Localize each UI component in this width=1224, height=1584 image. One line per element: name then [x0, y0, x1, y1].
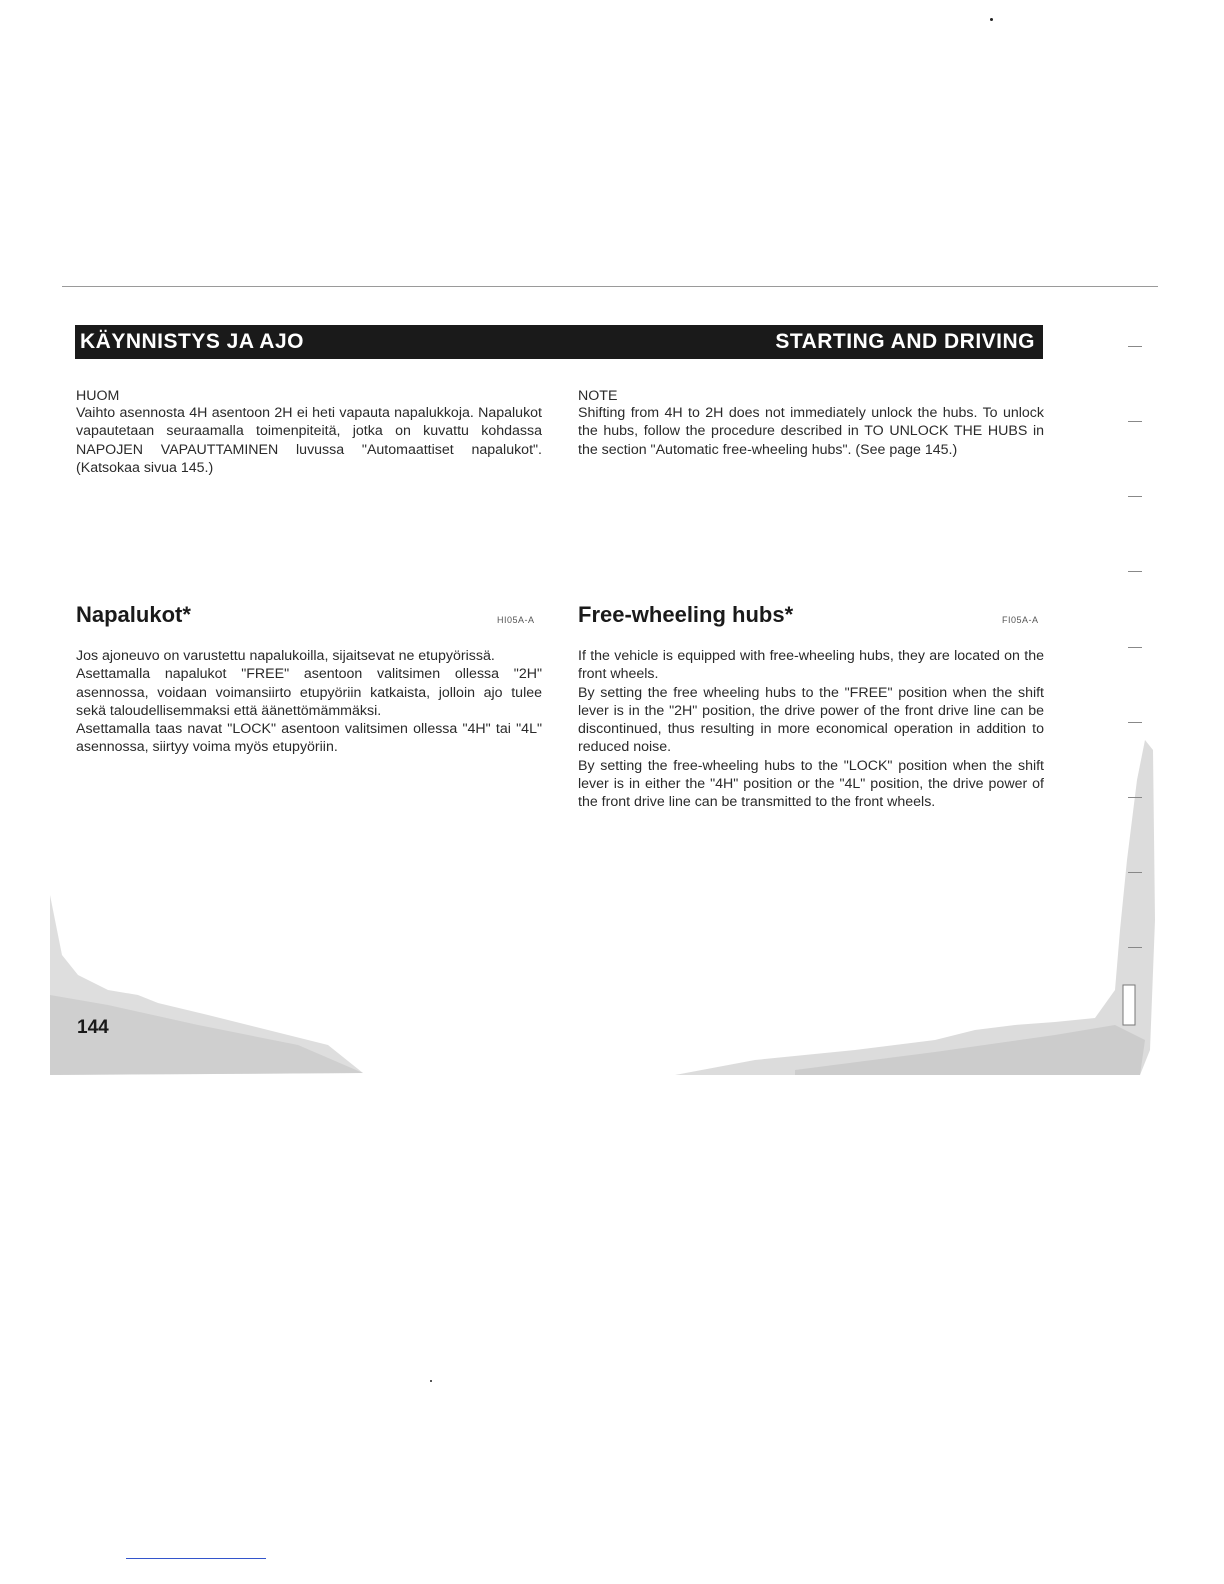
section-title-finnish: Napalukot* [76, 602, 191, 627]
section-code-english: FI05A-A [1002, 615, 1039, 625]
note-text-english [578, 404, 1044, 459]
scan-speck [430, 1380, 432, 1382]
note-paragraph: Vaihto asennosta 4H asentoon 2H ei heti vapauta napalukkoja. Napalukot vapautetaan seuraamalla toimenpiteitä, jotka on kuvattu kohdassa NAPOJEN VAPAUTTAMINEN luvussa "Automaattiset napalukot". (Katsokaa sivua 145.) [76, 405, 542, 476]
note-label-finnish: HUOM [76, 388, 120, 404]
paragraph: Asettamalla taas navat "LOCK" asentoon valitsimen ollessa "4H" tai "4L" asennossa, siirtyy voima myös etupyöriin. [76, 721, 542, 756]
footer-underline [126, 1558, 266, 1559]
margin-tab-mark [1128, 346, 1142, 347]
margin-tab-mark [1128, 947, 1142, 948]
margin-tab-mark [1128, 722, 1142, 723]
margin-tab-mark [1128, 872, 1142, 873]
note-paragraph: Shifting from 4H to 2H does not immediately unlock the hubs. To unlock the hubs, follow the procedure described in TO UNLOCK THE HUBS in the section "Automatic free-wheeling hubs". (See page 145.) [578, 405, 1044, 458]
chapter-header-bar [75, 325, 1043, 359]
paragraph: By setting the free wheeling hubs to the "FREE" position when the shift lever is in the "2H" position, the drive power of the front drive line can be discontinued, thus resulting in more economical operation in addition to reduced noise. [578, 684, 1044, 756]
paragraph: Asettamalla napalukot "FREE" asentoon valitsimen ollessa "2H" asennossa, voidaan voimansiirto etupyöriin katkaista, jolloin ajo tulee sekä taloudellisemmaksi että äänettömämmäksi. [76, 666, 542, 719]
paragraph: If the vehicle is equipped with free-wheeling hubs, they are located on the front wheels. [578, 648, 1044, 683]
top-rule [62, 286, 1158, 287]
margin-tab-mark [1128, 797, 1142, 798]
section-code-finnish: HI05A-A [497, 615, 535, 625]
paragraph: Jos ajoneuvo on varustettu napalukoilla, sijaitsevat ne etupyörissä. [76, 648, 495, 664]
scan-speck [990, 18, 993, 21]
chapter-title-english: STARTING AND DRIVING [775, 330, 1035, 353]
section-title-english: Free-wheeling hubs* [578, 602, 794, 627]
page-number: 144 [77, 1017, 109, 1038]
margin-tab-mark [1128, 421, 1142, 422]
chapter-title-finnish: KÄYNNISTYS JA AJO [80, 330, 304, 353]
section-body-finnish [76, 647, 542, 757]
margin-tab-mark [1128, 571, 1142, 572]
scan-shadow-left [48, 895, 368, 1080]
margin-tab-mark [1128, 496, 1142, 497]
note-text-finnish [76, 404, 542, 477]
note-label-english: NOTE [578, 388, 618, 404]
margin-tab-mark [1128, 647, 1142, 648]
paragraph: By setting the free-wheeling hubs to the "LOCK" position when the shift lever is in either the "4H" position or the "4L" position, the drive power of the front drive line can be transmitted to the front wheels. [578, 757, 1044, 811]
scan-shadow-right [675, 740, 1160, 1080]
